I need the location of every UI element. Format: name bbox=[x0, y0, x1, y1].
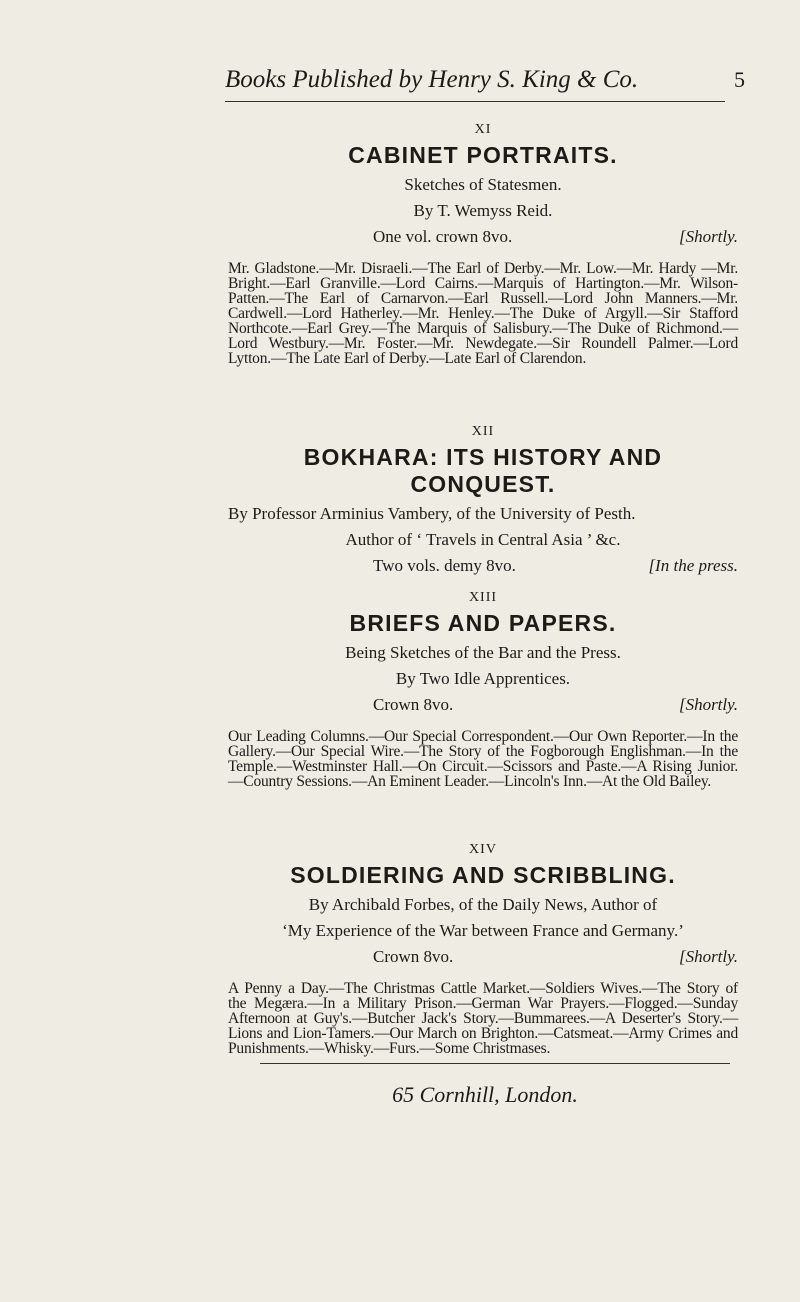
entry-title: CABINET PORTRAITS. bbox=[348, 142, 618, 168]
entry-status: [Shortly. bbox=[678, 947, 738, 966]
entry-format: Crown 8vo. bbox=[373, 695, 454, 714]
entry-author-line2: Author of ‘ Travels in Central Asia ’ &c. bbox=[345, 530, 621, 549]
entry-format: One vol. crown 8vo. bbox=[373, 227, 513, 246]
publisher-address: 65 Cornhill, London. bbox=[392, 1082, 578, 1107]
entry-subtitle: Being Sketches of the Bar and the Press. bbox=[345, 643, 621, 662]
entry-format: Crown 8vo. bbox=[373, 947, 454, 966]
entry-status: [In the press. bbox=[648, 556, 738, 575]
entry-format-row bbox=[228, 947, 738, 967]
footer-rule bbox=[260, 1063, 730, 1064]
entry-format: Two vols. demy 8vo. bbox=[373, 556, 516, 575]
entry-subtitle: Sketches of Statesmen. bbox=[404, 175, 562, 194]
entry-title: SOLDIERING AND SCRIBBLING. bbox=[290, 862, 676, 888]
entry-contents: Mr. Gladstone.—Mr. Disraeli.—The Earl of Derby.—Mr. Low.—Mr. Hardy —Mr. Bright.—Earl Granville.—Lord Cairns.—Marquis of Hartington.—Mr. Wilson-Patten.—The Earl of Carnarvon.—Earl Russell.—Lord John Manners.—Mr. Cardwell.—Lord Hatherley.—Mr. Henley.—The Duke of Argyll.—Sir Stafford Northcote.—Earl Grey.—The Marquis of Salisbury.—The Duke of Richmond.—Lord Westbury.—Mr. Foster.—Mr. Newdegate.—Sir Roundell Palmer.—Lord Lytton.—The Late Earl of Derby.—Late Earl of Clarendon. bbox=[228, 260, 738, 367]
entry-contents: A Penny a Day.—The Christmas Cattle Market.—Soldiers Wives.—The Story of the Megæra.—In a Military Prison.—German War Prayers.—Flogged.—Sunday Afternoon at Guy's.—Butcher Jack's Story.—Bummarees.—A Deserter's Story.—Lions and Lion-Tamers.—Our March on Brighton.—Catsmeat.—Army Crimes and Punishments.—Whisky.—Furs.—Some Christmases. bbox=[228, 980, 738, 1057]
entry-author-line2: ‘My Experience of the War between France and Germany.’ bbox=[282, 921, 684, 940]
entry-author: By Two Idle Apprentices. bbox=[395, 669, 571, 688]
entry-xiii bbox=[228, 590, 738, 789]
entry-xiv bbox=[228, 842, 738, 1056]
entry-numeral: XII bbox=[471, 424, 495, 439]
entry-xii bbox=[228, 424, 738, 576]
entry-format-row bbox=[228, 227, 738, 247]
entry-numeral: XIV bbox=[469, 842, 497, 857]
running-header bbox=[225, 66, 745, 94]
entry-status: [Shortly. bbox=[678, 695, 738, 714]
entry-numeral: XIII bbox=[468, 590, 498, 605]
entry-format-row bbox=[228, 695, 738, 715]
entry-author: By Professor Arminius Vambery, of the University of Pesth. bbox=[228, 504, 636, 523]
header-rule bbox=[225, 101, 725, 102]
entry-status: [Shortly. bbox=[678, 227, 738, 246]
entry-format-row bbox=[228, 556, 738, 576]
entry-title: BOKHARA: ITS HISTORY AND CONQUEST. bbox=[303, 444, 663, 497]
running-title: Books Published by Henry S. King & Co. bbox=[225, 66, 639, 93]
entry-author: By T. Wemyss Reid. bbox=[413, 201, 553, 220]
entry-xi bbox=[228, 122, 738, 366]
entry-numeral: XI bbox=[474, 122, 492, 137]
entry-author: By Archibald Forbes, of the Daily News, Author of bbox=[308, 895, 658, 914]
page-number: 5 bbox=[734, 67, 745, 92]
entry-contents: Our Leading Columns.—Our Special Correspondent.—Our Own Reporter.—In the Gallery.—Our Special Wire.—The Story of the Fogborough Englishman.—In the Temple.—Westminster Hall.—On Circuit.—Scissors and Paste.—A Rising Junior.—Country Sessions.—An Eminent Leader.—Lincoln's Inn.—At the Old Bailey. bbox=[228, 728, 738, 790]
entry-title: BRIEFS AND PAPERS. bbox=[349, 610, 617, 636]
